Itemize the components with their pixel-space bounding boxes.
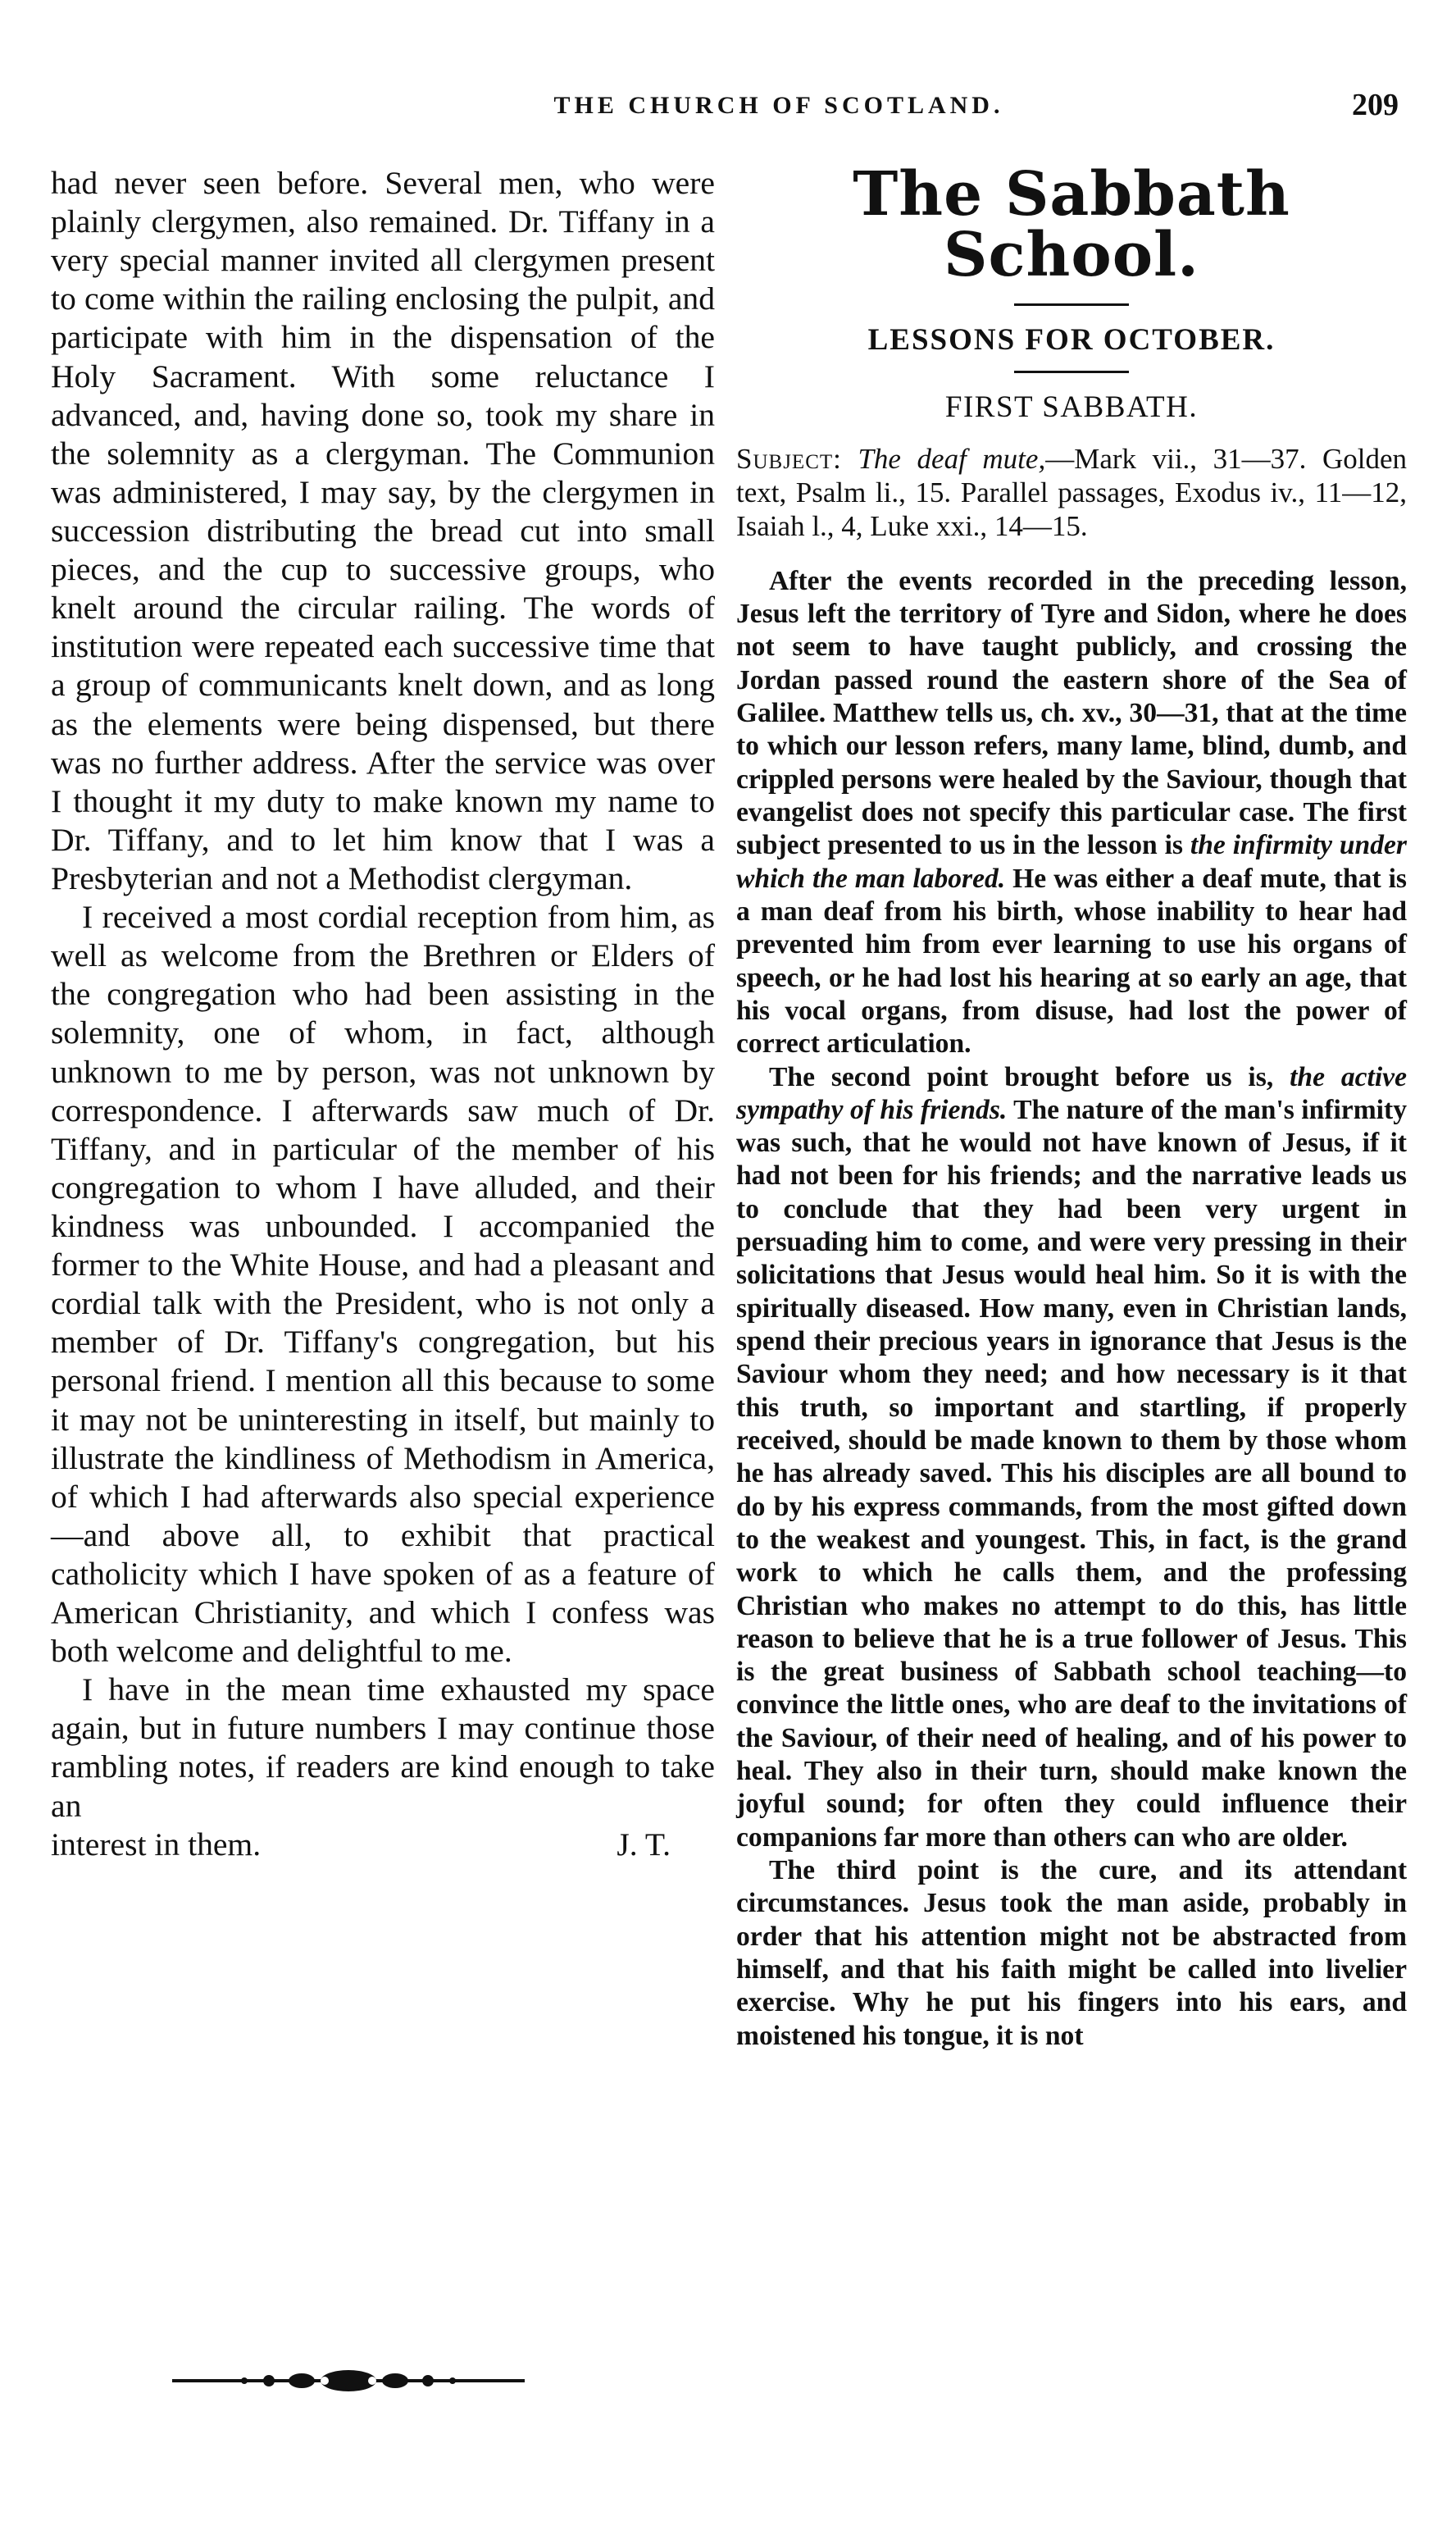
lesson-subject (736, 443, 1407, 544)
section-title: The Sabbath School. (853, 159, 1290, 290)
lesson-paragraph (736, 1061, 1407, 1855)
paragraph-text: The nature of the man's infirmity was such, that he would not have known of Jesus, if it had not been for his friends; and the narrative leads us to conclude that they had been very urgent in persuading him to come, and were very pressing in their solicitations that Jesus would heal him. So it is with the spiritually diseased. How many, even in Christian lands, spend their precious years in ignorance that Jesus is the Saviour whom they need; and how necessary is it that this truth, so important and startling, if properly received, should be made known to them by those whom he has already saved. This his disciples are all bound to do by his express commands, from the most gifted down to the weakest and youngest. This, in fact, is the grand work to which he calls them, and the professing Christian who makes no attempt to do this, has little reason to believe that he is a true follower of Jesus. This is the great business of Sabbath school teaching—to convince the little ones, who are deaf to the invitations of the Saviour, of their need of healing, and of his power to heal. They also in their turn, should make known the joyful sound; for often they could influence their companions far more than others can who are older. (736, 1094, 1407, 1853)
right-column (736, 159, 1408, 2053)
closing-text: interest in them. (51, 1826, 262, 1862)
paragraph-text: He was either a deaf mute, that is a man deaf from his birth, whose inability to hear had prevented him from ever learning to use his organs of speech, or he had lost his hearing at so early an age, that his vocal organs, from disuse, had lost the power of correct articulation. (736, 863, 1407, 1060)
left-column (51, 164, 715, 1864)
subject-title: The deaf mute, (858, 443, 1046, 475)
paragraph: I have in the mean time exhausted my space again, but in future numbers I may continue those rambling notes, if readers are kind enough to take an (51, 1671, 715, 1824)
paragraph-text: The third point is the cure, and its attendant circumstances. Jesus took the man aside, probably in order that his attention might not be abstracted from himself, and that his faith might be called into livelier exercise. Why he put his fingers into his ears, and moistened his tongue, it is not (736, 1855, 1407, 2051)
running-title: THE CHURCH OF SCOTLAND. (553, 92, 1004, 119)
divider (1014, 371, 1129, 373)
lesson-paragraph (736, 565, 1407, 1061)
paragraph-text: The second point brought before us is, (769, 1061, 1290, 1092)
decorative-rule-ornament (172, 2360, 525, 2401)
subject-label: Subject: (736, 443, 842, 475)
divider (1014, 303, 1129, 306)
lesson-paragraph (736, 1854, 1407, 2053)
paragraph-text: After the events recorded in the preceding lesson, Jesus left the territory of Tyre and Sidon, where he does not seem to have taught publicly, and crossing the Jordan passed round the eastern shore of the Sea of Galilee. Matthew tells us, ch. xv., 30—31, that at the time to which our lesson refers, many lame, blind, dumb, and crippled persons were healed by the Saviour, though that evangelist does not specify this particular case. The first subject presented to us in the lesson is (736, 565, 1407, 861)
page-number: 209 (1352, 88, 1399, 122)
sabbath-heading: FIRST SABBATH. (944, 390, 1199, 424)
author-signature: J. T. (617, 1826, 671, 1862)
running-head (57, 88, 1399, 141)
emphasis-text: the infirmity under which the man labored. (736, 830, 1407, 894)
signoff-line (51, 1826, 715, 1864)
emphasis-text: the active sympathy of his friends. (736, 1061, 1407, 1125)
paragraph: had never seen before. Several men, who were plainly clergymen, also remained. Dr. Tiffany in a very special manner invited all clergymen present to come within the railing enclosing the pulpit, and participate with him in the dispensation of the Holy Sacrament. With some reluctance I advanced, and, having done so, took my share in the solemnity as a clergyman. The Communion was administered, I may say, by the clergymen in succession distributing the bread cut into small pieces, and the cup to successive groups, who knelt around the circular railing. The words of institution were repeated each successive time that a group of communicants knelt down, and as long as the elements were being dispensed, but there was no further address. After the service was over I thought it my duty to make known my name to Dr. Tiffany, and to let him know that I was a Presbyterian and not a Methodist clergyman. (51, 165, 715, 896)
lessons-heading: LESSONS FOR OCTOBER. (867, 323, 1276, 357)
paragraph: I received a most cordial reception from him, as well as welcome from the Brethren or Elders of the congregation who had been assisting in the solemnity, one of whom, in fact, although unknown to me by person, was not unknown by correspondence. I afterwards saw much of Dr. Tiffany, and in particular of the member of his congregation to whom I have alluded, and their kindness was unbounded. I accompanied the former to the White House, and had a pleasant and cordial talk with the President, who is not only a member of Dr. Tiffany's congregation, but his personal friend. I mention all this because to some it may not be uninteresting in itself, but mainly to illustrate the kindliness of Methodism in America, of which I had afterwards also special experience—and above all, to exhibit that practical catholicity which I have spoken of as a feature of American Christianity, and which I confess was both welcome and delightful to me. (51, 899, 715, 1670)
subject-references: —Mark vii., 31—37. Golden text, Psalm li., 15. Parallel passages, Exodus iv., 11—12, Isaiah l., 4, Luke xxi., 14—15. (736, 443, 1408, 542)
